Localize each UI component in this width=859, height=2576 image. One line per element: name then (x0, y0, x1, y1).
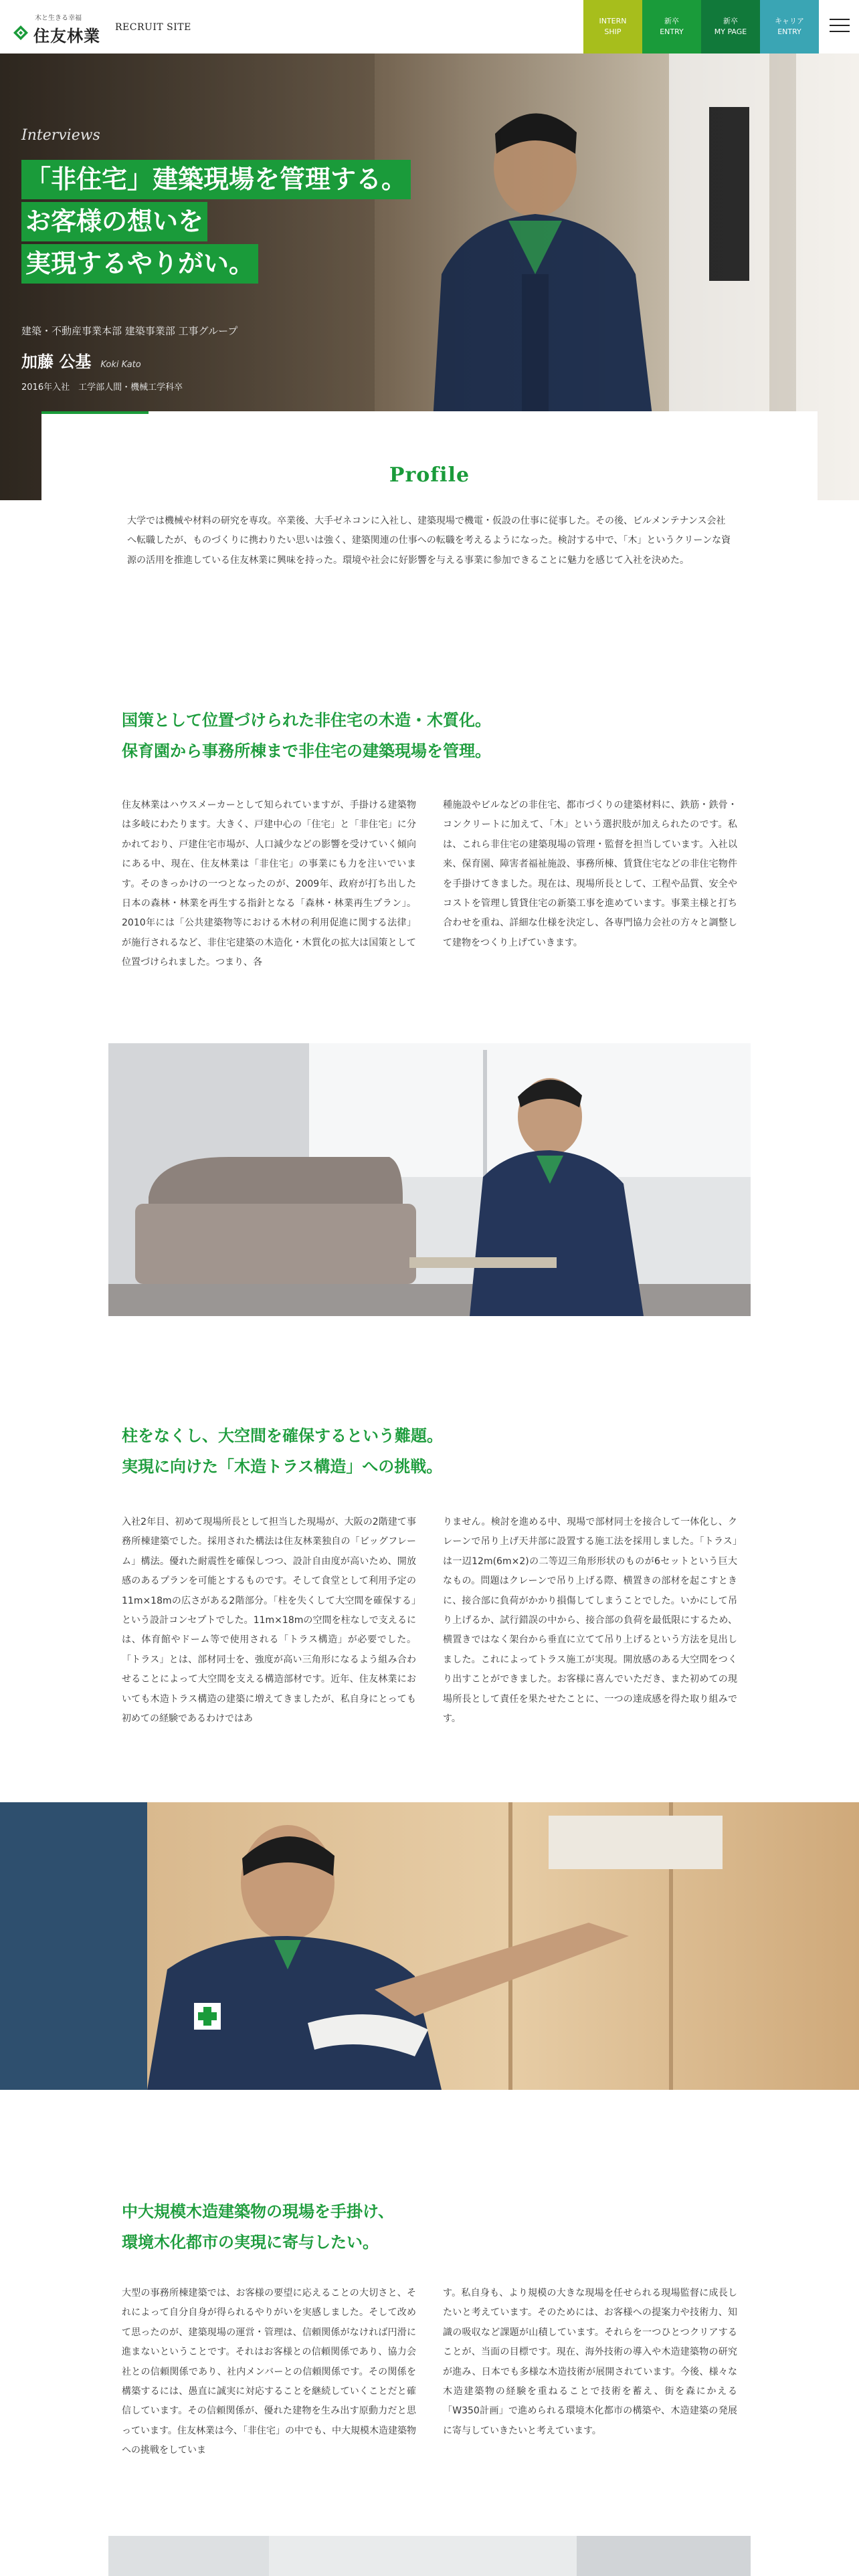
department: 建築・不動産事業本部 建築事業部 工事グループ (21, 324, 238, 337)
logo-name: 住友林業 (33, 26, 100, 45)
nav-new-grad-mypage[interactable] (701, 0, 760, 53)
nav-label: キャリア (775, 16, 804, 25)
nav-label: ENTRY (660, 27, 684, 36)
profile-accent (41, 411, 149, 414)
person-name: 加藤 公基 (21, 352, 92, 371)
name-row (21, 348, 411, 372)
section-text-left: 入社2年目、初めて現場所長として担当した現場が、大阪の2階建て事務所棟建築でした。採用された構法は住友林業独自の「ビッグフレーム」構法。優れた耐震性を確保しつつ、設計自由度が高いため、開放感のあるプランを可能とするものです。そして食堂として利用予定の11m×18mの広さがある2階部分。「柱を失くして大空間を確保する」という設計コンセプトでした。11m×18mの空間を柱なしで支えるには、体育館やドーム等で使用される「トラス構造」が必要でした。「トラス」とは、部材同士を、強度が高い三角形になるよう組み合わせることによって大空間を支える構造部材です。近年、住友林業においても木造トラス構造の建築に増えてきましたが、私自身にとっても初めての経験であるわけではあ (122, 1517, 416, 1724)
photo-sofa-interview (108, 1043, 751, 1316)
logo-mark-icon (13, 25, 28, 40)
site-header (0, 0, 859, 53)
section-title-line: 柱をなくし、大空間を確保するという難題。 (122, 1426, 443, 1445)
nav-internship[interactable] (583, 0, 642, 53)
section-title (122, 706, 491, 766)
section-text-right: りません。検討を進める中、現場で部材同士を接合して一体化し、クレーンで吊り上げ天井部に設置する施工法を採用しました。「トラス」は一辺12m(6m×2)の二等辺三角形形状のものが6セットという巨大なもの。問題はクレーンで吊り上げる際、横置きの部材を起こすときに、接合部に負荷がかかり損傷してしまうことでした。いかにして吊り上げるか、試行錯誤の中から、接合部の負荷を最低限にするため、横置きではなく架台から垂直に立てて吊り上げるという方法を見出しました。これによってトラス施工が実現。開放感のある大空間をつくり出すことができました。お客様に喜んでいただき、また初めての現場所長として責任を果たせたことに、一つの達成感を得た取り組みです。 (443, 1517, 737, 1724)
photo-bottom (108, 2536, 751, 2576)
nav-label: MY PAGE (714, 27, 747, 36)
nav-label: ENTRY (777, 27, 801, 36)
section-title-line: 国策として位置づけられた非住宅の木造・木質化。 (122, 711, 491, 730)
profile-box (41, 411, 818, 512)
nav-label: INTERN (599, 16, 627, 25)
title-line: お客様の想いを (21, 202, 207, 241)
hero-text (21, 127, 411, 393)
section-title-line: 中大規模木造建築物の現場を手掛け、 (122, 2202, 395, 2221)
hamburger-icon[interactable] (830, 19, 850, 35)
section-title (122, 1421, 443, 1482)
nav-career-entry[interactable] (760, 0, 819, 53)
section-text-left: 住友林業はハウスメーカーとして知られていますが、手掛ける建築物は多岐にわたります。大きく、戸建中心の「住宅」と「非住宅」に分かれており、戸建住宅市場が、人口減少などの影響を受けていく傾向にある中、現在、住友林業は「非住宅」の事業にも力を注いでいます。そのきっかけの一つとなったのが、2009年、政府が打ち出した日本の森林・林業を再生する指針となる「森林・林業再生プラン」。2010年には「公共建築物等における木材の利用促進に関する法律」が施行されるなど、非住宅建築の木造化・木質化の拡大は国策として位置づけられました。つまり、各 (122, 800, 416, 968)
join-info: 2016年入社 工学部人間・機械工学科卒 (21, 382, 183, 393)
hero-kicker: Interviews (21, 127, 100, 144)
logo-tagline: 木と生きる幸福 (35, 15, 82, 22)
header-nav (583, 0, 819, 53)
title-line: 「非住宅」建築現場を管理する。 (21, 160, 411, 199)
section-title (122, 2197, 394, 2258)
title-line: 実現するやりがい。 (21, 244, 258, 284)
profile-text: 大学では機械や材料の研究を専攻。卒業後、大手ゼネコンに入社し、建築現場で機電・仮設の仕事に従事した。その後、ビルメンテナンス会社へ転職したが、ものづくりに携わりたい思いは強く、建築関連の仕事への転職を考えるようになった。検討する中で、「木」というクリーンな資源の活用を推進している住友林業に興味を持った。環境や社会に好影響を与える事業に参加できることに魅力を感じて入社を決めた。 (127, 516, 731, 566)
section-text-right: 種施設やビルなどの非住宅、都市づくりの建築材料に、鉄筋・鉄骨・コンクリートに加えて、「木」という選択肢が加えられたのです。私は、これら非住宅の建築現場の管理・監督を担当しています。入社以来、保育園、障害者福祉施設、事務所棟、賃貸住宅などの非住宅物件を手掛けてきました。現在は、現場所長として、工程や品質、安全やコストを管理し賃貸住宅の新築工事を進めています。事業主様と打ち合わせを重ね、詳細な仕様を決定し、各専門協力会社の方々と調整して建物をつくり上げていきます。 (443, 800, 737, 948)
nav-label: SHIP (604, 27, 622, 36)
logo[interactable] (13, 12, 107, 43)
section-title-line: 実現に向けた「木造トラス構造」への挑戦。 (122, 1457, 443, 1476)
section-title-line: 保育園から事務所棟まで非住宅の建築現場を管理。 (122, 741, 491, 760)
person-name-en: Koki Kato (100, 359, 141, 370)
page-title (21, 160, 411, 286)
section-text-right: す。私自身も、より規模の大きな現場を任せられる現場監督に成長したいと考えています。そのためには、お客様への提案力や技術力、知識の吸収など課題が山積しています。それらを一つひとつクリアすることが、当面の目標です。現在、海外技術の導入や木造建築物の研究が進み、日本でも多様な木造技術が展開されています。今後、様々な木造建築物の経験を重ねることで技術を蓄え、街を森にかえる「W350計画」で進められる環境木化都市の構築や、木造建築の発展に寄与していきたいと考えています。 (443, 2288, 737, 2436)
nav-label: 新卒 (664, 16, 679, 25)
nav-label: 新卒 (723, 16, 738, 25)
site-label: RECRUIT SITE (115, 22, 191, 33)
nav-new-grad-entry[interactable] (642, 0, 701, 53)
profile-title: Profile (389, 463, 470, 487)
section-text-left: 大型の事務所棟建築では、お客様の要望に応えることの大切さと、それによって自分自身が得られるやりがいを実感しました。そして改めて思ったのが、建築現場の運営・管理は、信頼関係がなければ円滑に進まないということです。それはお客様との信頼関係であり、協力会社との信頼関係であり、社内メンバーとの信頼関係です。その関係を構築するには、愚直に誠実に対応することを継続していくことだと確信しています。その信頼関係が、優れた建物を生み出す原動力だと思っています。住友林業は今、「非住宅」の中でも、中大規模木造建築物への挑戦をしていま (122, 2288, 416, 2456)
section-title-line: 環境木化都市の実現に寄与したい。 (122, 2232, 379, 2252)
photo-wood-panel (0, 1802, 859, 2090)
